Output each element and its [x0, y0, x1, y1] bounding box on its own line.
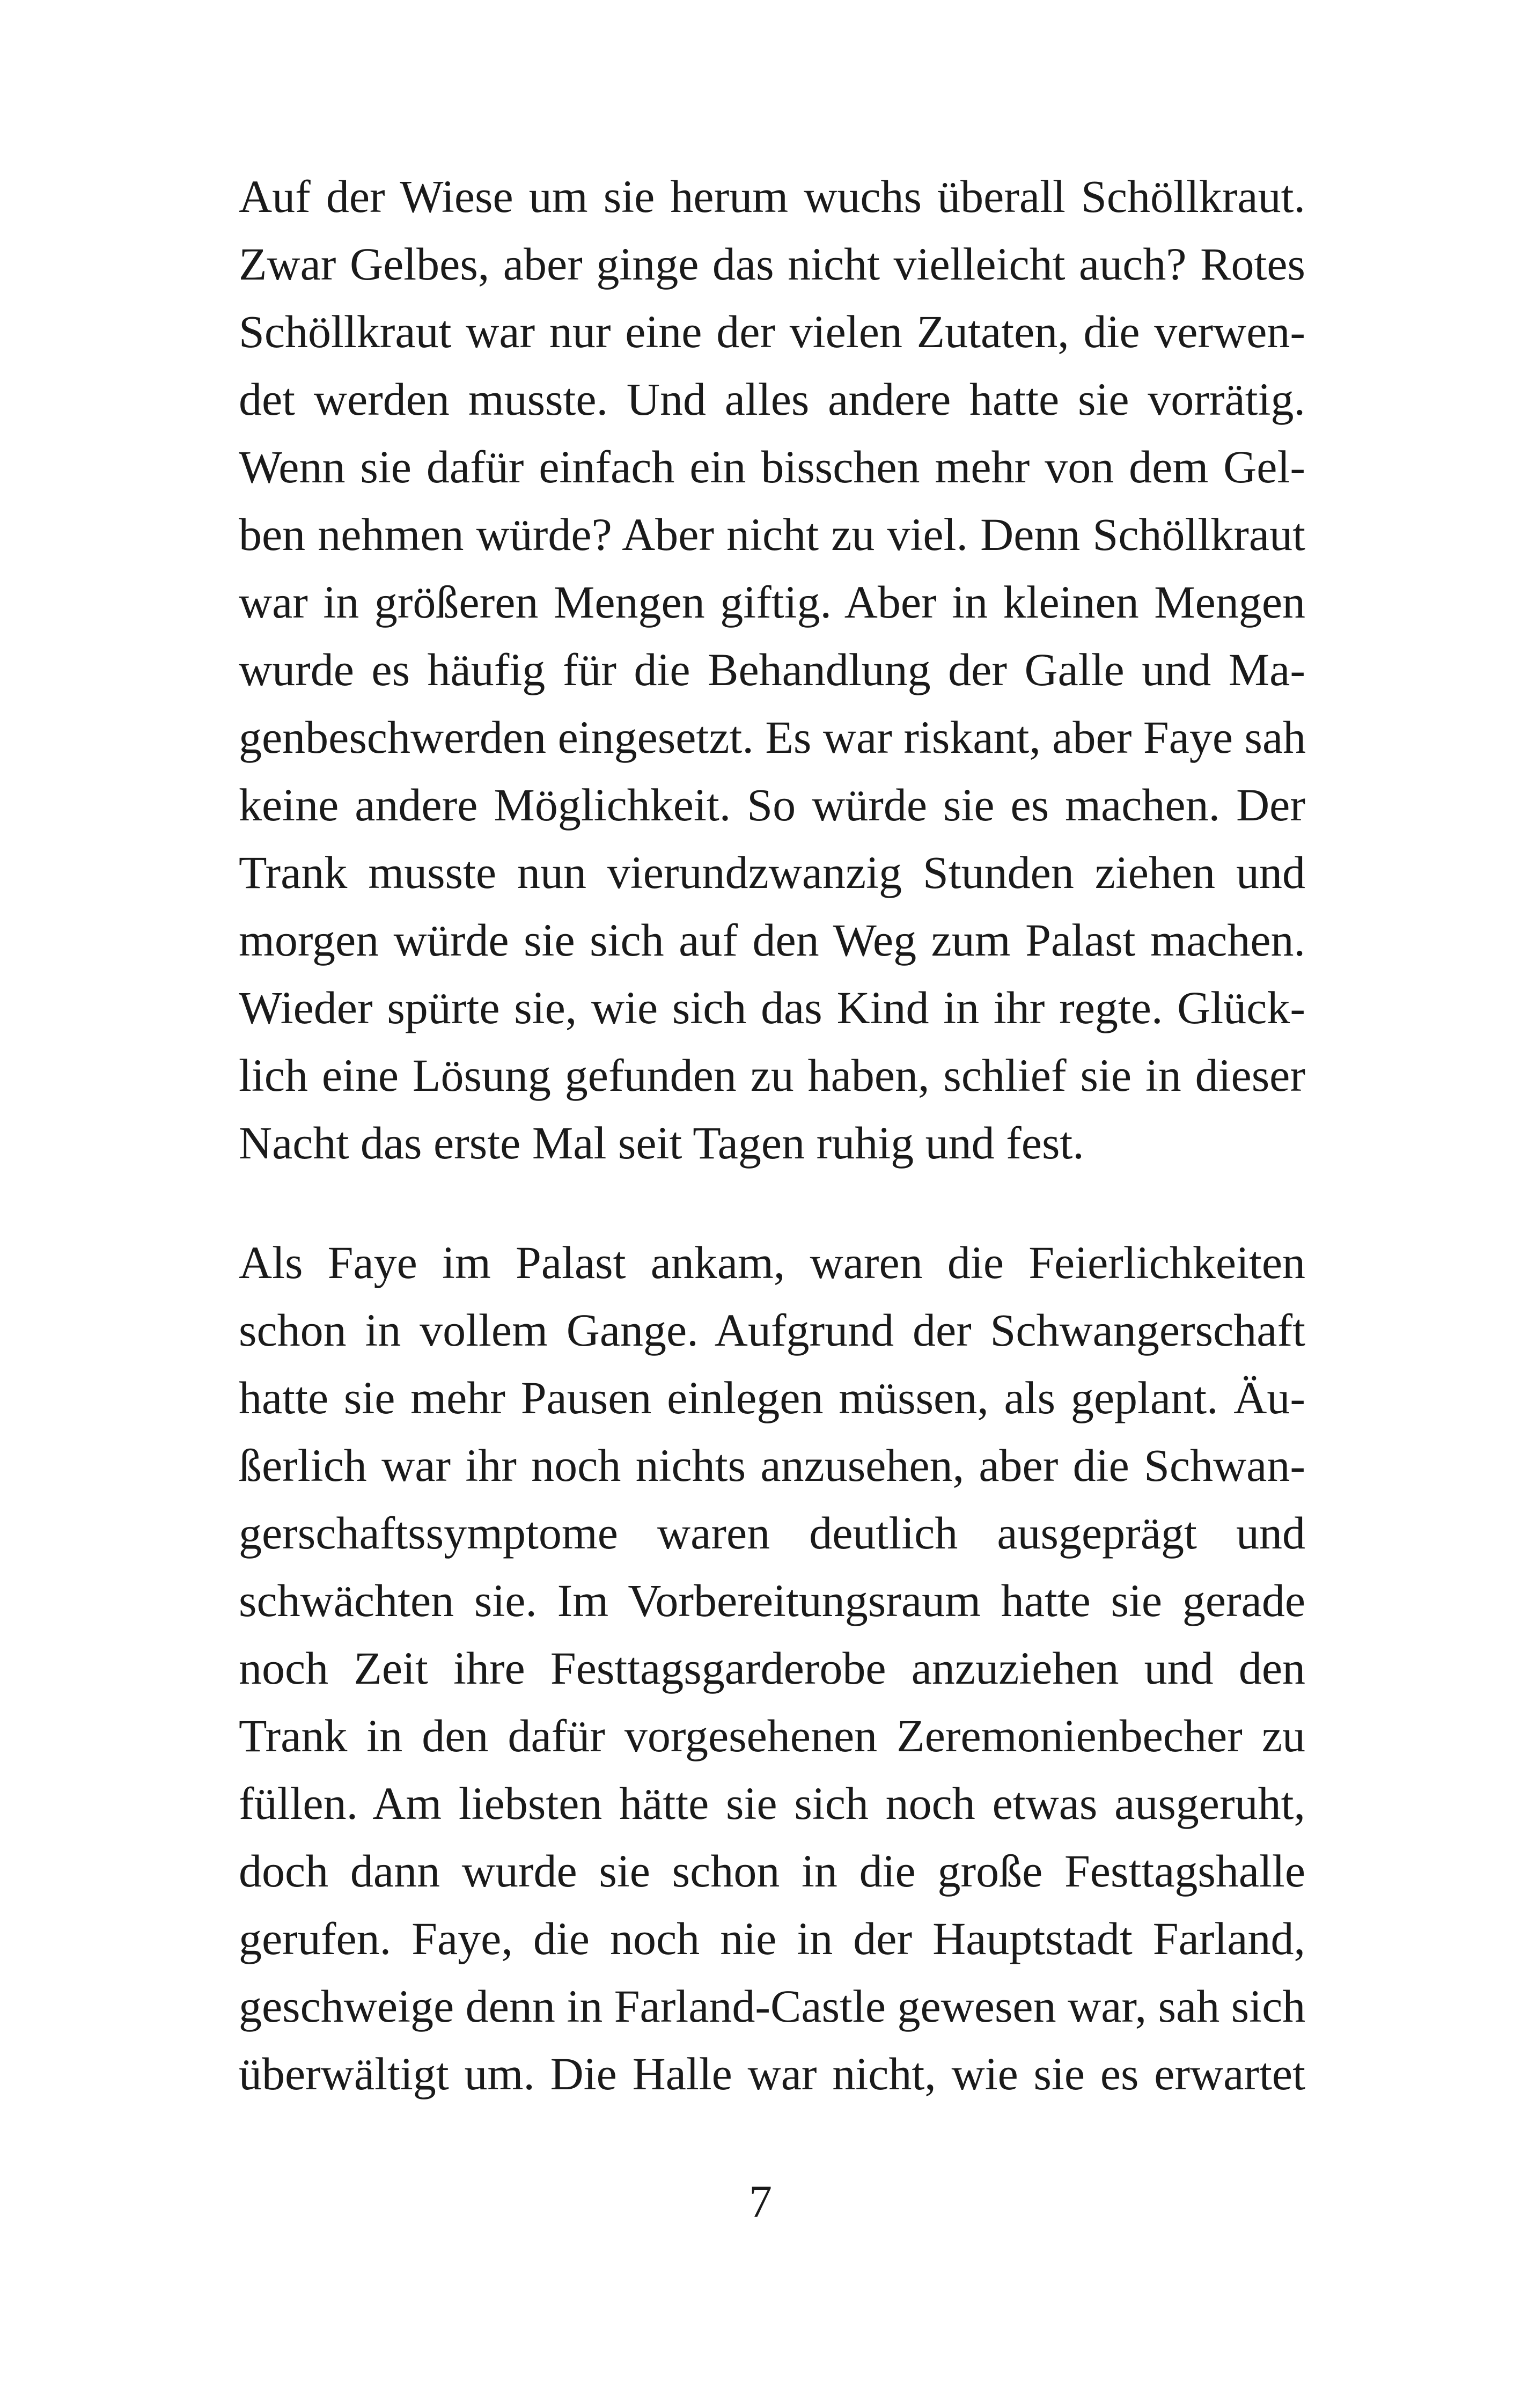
text-line: noch Zeit ihre Festtagsgarderobe anzuziehen und den [239, 1642, 1305, 1694]
text-line: Trank in den dafür vorgesehenen Zeremonienbecher zu [239, 1710, 1305, 1761]
text-line: Wieder spürte sie, wie sich das Kind in ihr regte. Glück- [239, 982, 1305, 1033]
text-line: schwächten sie. Im Vorbereitungsraum hatte sie gerade [239, 1575, 1305, 1626]
text-line: Nacht das erste Mal seit Tagen ruhig und fest. [239, 1117, 1084, 1169]
text-line: Als Faye im Palast ankam, waren die Feierlichkeiten [239, 1237, 1305, 1288]
text-line: Wenn sie dafür einfach ein bisschen mehr von dem Gel- [239, 441, 1305, 493]
text-line: morgen würde sie sich auf den Weg zum Palast machen. [239, 914, 1305, 966]
text-line: füllen. Am liebsten hätte sie sich noch etwas ausgeruht, [239, 1778, 1305, 1829]
text-line: gerufen. Faye, die noch nie in der Hauptstadt Farland, [239, 1913, 1305, 1964]
text-line: Schöllkraut war nur eine der vielen Zutaten, die verwen- [239, 306, 1305, 357]
text-line: Trank musste nun vierundzwanzig Stunden ziehen und [239, 847, 1305, 898]
paragraph-1 [239, 163, 1305, 1177]
text-line: genbeschwerden eingesetzt. Es war riskant, aber Faye sah [239, 711, 1306, 763]
text-line: doch dann wurde sie schon in die große Festtagshalle [239, 1845, 1305, 1897]
text-line: überwältigt um. Die Halle war nicht, wie sie es erwartet [239, 2048, 1305, 2099]
text-line: ßerlich war ihr noch nichts anzusehen, aber die Schwan- [239, 1440, 1305, 1491]
text-line: hatte sie mehr Pausen einlegen müssen, als geplant. Äu- [239, 1372, 1305, 1423]
text-line: Auf der Wiese um sie herum wuchs überall Schöllkraut. [239, 171, 1305, 222]
text-line: keine andere Möglichkeit. So würde sie es machen. Der [239, 779, 1305, 831]
page-number: 7 [749, 2176, 772, 2227]
text-line: gerschaftssymptome waren deutlich ausgeprägt und [239, 1507, 1305, 1559]
text-line: schon in vollem Gange. Aufgrund der Schwangerschaft [239, 1304, 1305, 1356]
text-line: det werden musste. Und alles andere hatte sie vorrätig. [239, 373, 1305, 425]
text-line: wurde es häufig für die Behandlung der Galle und Ma- [239, 644, 1305, 695]
text-line: Zwar Gelbes, aber ginge das nicht vielleicht auch? Rotes [239, 238, 1305, 290]
text-line: geschweige denn in Farland-Castle gewesen war, sah sich [239, 1980, 1306, 2032]
paragraph-2 [239, 1229, 1305, 2108]
text-line: ben nehmen würde? Aber nicht zu viel. Denn Schöllkraut [239, 509, 1305, 560]
text-line: war in größeren Mengen giftig. Aber in kleinen Mengen [239, 576, 1305, 628]
text-line: lich eine Lösung gefunden zu haben, schlief sie in dieser [239, 1049, 1305, 1101]
